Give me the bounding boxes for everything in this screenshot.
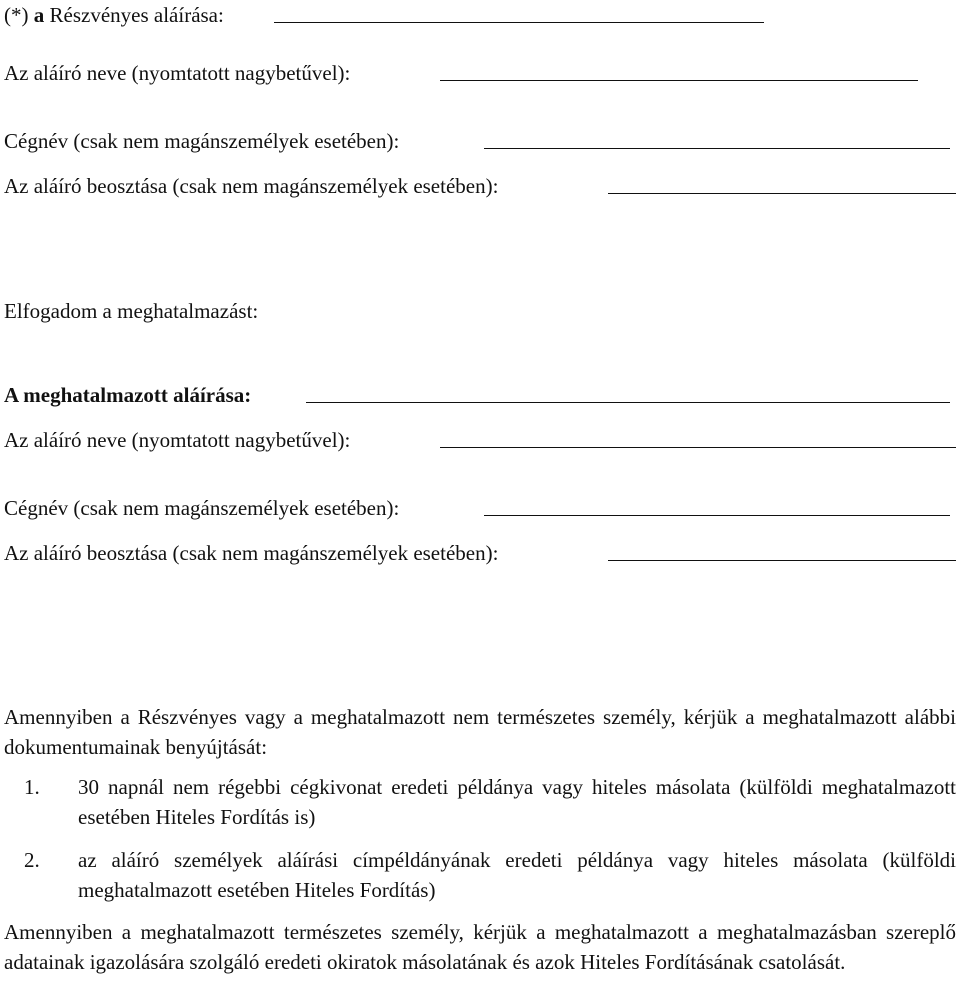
notes-intro-text: Amennyiben a Részvényes vagy a meghatalmazott nem természetes személy, kérjük a meghatalmazott alábbi dokumentumainak benyújtását: — [4, 705, 956, 759]
shareholder-signature-field[interactable] — [274, 22, 764, 23]
proxy-signature-field[interactable] — [306, 402, 950, 403]
proxy-name-label: Az aláíró neve (nyomtatott nagybetűvel): — [4, 428, 351, 452]
signature-bold-article: a — [33, 3, 45, 27]
shareholder-company-label: Cégnév (csak nem magánszemélyek esetében): — [4, 129, 400, 153]
list-item — [4, 772, 956, 832]
shareholder-position-label: Az aláíró beosztása (csak nem magánszemélyek esetében): — [4, 174, 499, 198]
shareholder-company-field[interactable] — [484, 148, 950, 149]
proxy-company-label: Cégnév (csak nem magánszemélyek esetében): — [4, 496, 400, 520]
signature-prefix: (*) — [4, 3, 34, 27]
proxy-company-field[interactable] — [484, 515, 950, 516]
proxy-position-field[interactable] — [608, 560, 956, 561]
proxy-signature-label: A meghatalmazott aláírása: — [4, 383, 252, 407]
proxy-position-label: Az aláíró beosztása (csak nem magánszemélyek esetében): — [4, 541, 499, 565]
notes-closing-text: Amennyiben a meghatalmazott természetes személy, kérjük a meghatalmazott a meghatalmazásban szereplő adatainak igazolására szolgáló eredeti okiratok másolatának és azok Hiteles Fordításának csatolását. — [4, 920, 956, 974]
acceptance-text: Elfogadom a meghatalmazást: — [4, 299, 259, 323]
list-item — [4, 845, 956, 905]
list-item-number: 1. — [24, 775, 40, 799]
list-item-text: az aláíró személyek aláírási címpéldányának eredeti példánya vagy hiteles másolata (külföldi meghatalmazott esetében Hiteles Fordítás) — [78, 848, 956, 902]
shareholder-signature-label — [4, 2, 224, 28]
notes-intro — [4, 702, 956, 762]
shareholder-position-field[interactable] — [608, 193, 956, 194]
shareholder-name-field[interactable] — [440, 80, 918, 81]
list-item-text: 30 napnál nem régebbi cégkivonat eredeti példánya vagy hiteles másolata (külföldi meghatalmazott esetében Hiteles Fordítás is) — [78, 775, 956, 829]
signature-label-text: Részvényes aláírása: — [44, 3, 224, 27]
proxy-name-field[interactable] — [440, 447, 956, 448]
notes-closing — [4, 917, 956, 977]
shareholder-name-label: Az aláíró neve (nyomtatott nagybetűvel): — [4, 61, 351, 85]
list-item-number: 2. — [24, 848, 40, 872]
